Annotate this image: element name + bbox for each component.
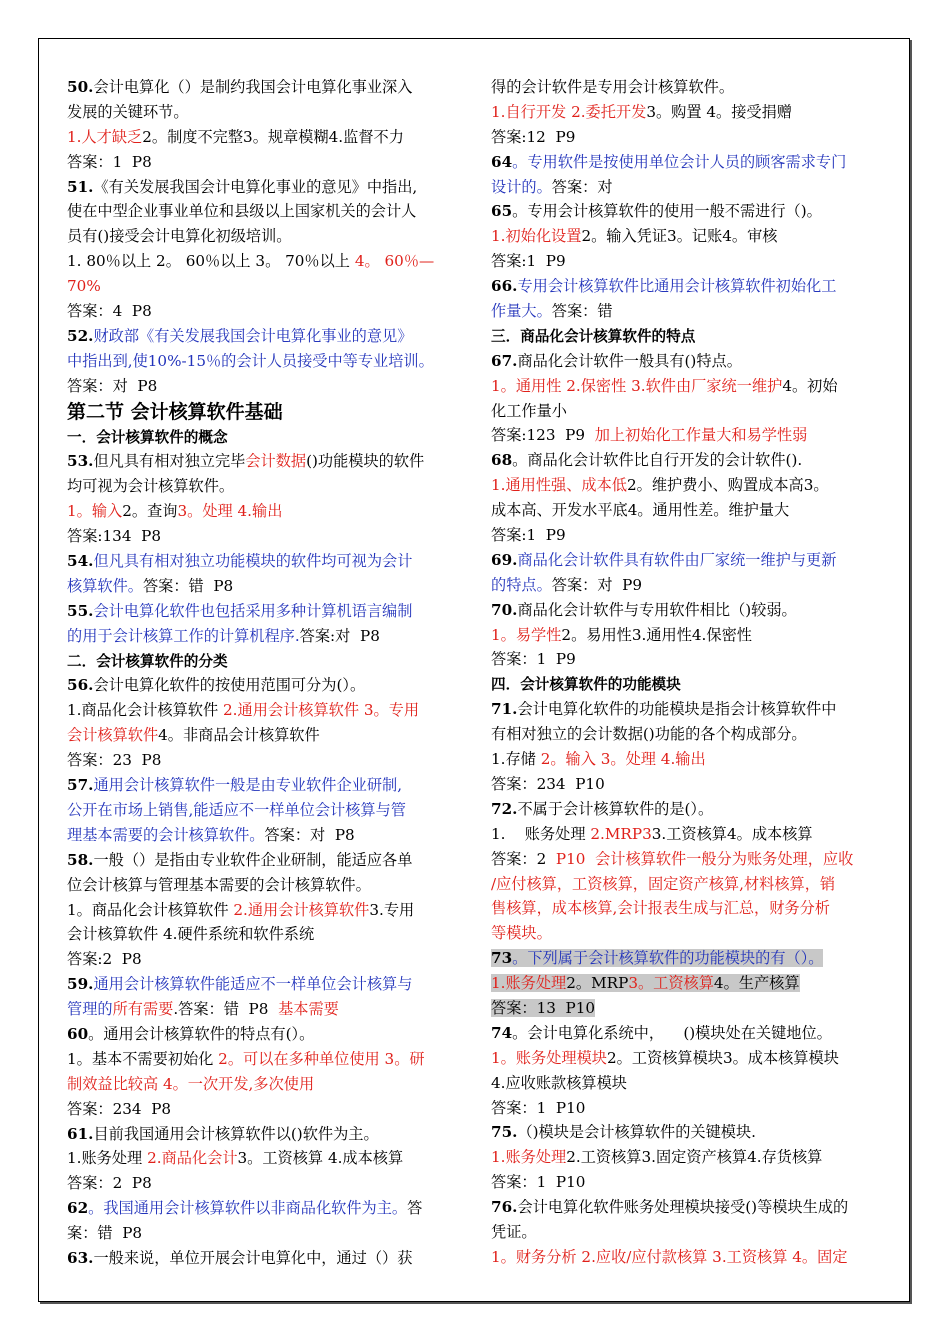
- text-run: 答案：错 P8: [178, 1000, 279, 1019]
- text-run: 中指出到,使10%-15％的会计人员接受中等专业培训。: [67, 351, 434, 370]
- text-run: 2。维护费小、购置成本高3。: [627, 476, 829, 495]
- text-run: 财政部《有关发展我国会计电算化事业的意见》: [93, 326, 413, 345]
- text-run: 答案：1 P9: [491, 650, 576, 669]
- text-run: 但凡具有相对独立完毕: [93, 452, 246, 471]
- text-run: 76.: [491, 1198, 518, 1217]
- text-line: [67, 1171, 461, 1196]
- text-run: 58.: [67, 850, 94, 869]
- text-line: [67, 224, 461, 249]
- text-line: [67, 698, 461, 723]
- text-run: 会计核算软件: [67, 726, 159, 745]
- text-line: [67, 399, 461, 425]
- text-run: 位会计核算与管理基本需要的会计核算软件。: [67, 875, 371, 894]
- text-run: 理基本需要的会计核算软件。: [67, 825, 265, 844]
- text-run: 《有关发展我国会计电算化事业的意见》中指出,: [93, 177, 418, 196]
- text-line: [491, 374, 887, 399]
- text-run: 公开在市场上销售,能适应不一样单位会计核算与管: [67, 800, 406, 819]
- text-run: 4。非商品会计核算软件: [158, 726, 320, 745]
- text-line: [491, 1021, 887, 1046]
- text-run: 3。工资核算 4.成本核算: [237, 1149, 404, 1168]
- text-run: 2。易用性3.通用性4.保密性: [561, 625, 752, 644]
- text-run: 62: [67, 1199, 89, 1218]
- text-run: 答案：对 P9: [551, 575, 643, 594]
- text-run: 专用会计核算软件比通用会计核算软件初始化工: [517, 277, 837, 296]
- text-line: [67, 1221, 461, 1246]
- text-run: 59.: [67, 975, 94, 994]
- text-run: 1。商品化会计核算软件: [67, 900, 229, 919]
- text-line: [491, 224, 887, 249]
- text-line: [491, 697, 887, 722]
- text-run: 售核算，成本核算,会计报表生成与汇总，财务分析: [491, 899, 830, 918]
- text-run: 1。账务处理模块: [491, 1048, 607, 1067]
- text-run: 答案:2 P8: [67, 950, 142, 969]
- text-run: 加上初始化工作量大和易学性弱: [594, 426, 808, 445]
- text-line: [67, 199, 461, 224]
- text-line: [491, 548, 887, 573]
- text-line: [491, 896, 887, 921]
- text-line: [67, 349, 461, 374]
- text-line: [67, 274, 461, 299]
- text-line: [491, 448, 887, 473]
- text-run: 答案：13 P10: [491, 998, 596, 1017]
- text-line: [67, 1246, 461, 1271]
- text-run: 52.: [67, 326, 94, 345]
- text-run: 使在中型企业事业单位和县级以上国家机关的会计人: [67, 202, 417, 221]
- text-run: 1.账务处理: [491, 1148, 567, 1167]
- text-run: 51.: [67, 177, 94, 196]
- text-run: 案：错 P8: [67, 1224, 143, 1243]
- text-run: 70%: [67, 277, 101, 296]
- text-line: [67, 1022, 461, 1047]
- text-run: 答案：错 P8: [142, 576, 234, 595]
- text-run: 2。制度不完整3。规章模糊4.监督不力: [142, 127, 404, 146]
- text-line: [491, 772, 887, 797]
- text-run: 1。输入: [67, 502, 123, 521]
- text-run: 通用会计核算软件一般是由专业软件企业研制,: [93, 776, 403, 795]
- text-run: 核算软件。: [67, 576, 143, 595]
- text-run: 一般来说，单位开展会计电算化中，通过（）获: [93, 1248, 413, 1267]
- text-run: 4。初始: [782, 376, 838, 395]
- text-line: [491, 598, 887, 623]
- text-run: 。专用会计核算软件的使用一般不需进行（)。: [512, 202, 822, 221]
- text-run: 有相对独立的会计数据()功能的各个构成部分。: [491, 725, 807, 744]
- text-line: [491, 921, 887, 946]
- text-line: [67, 673, 461, 698]
- text-run: 的用于会计核算工作的计算机程序.: [67, 626, 300, 645]
- text-line: [67, 425, 461, 450]
- text-line: [67, 898, 461, 923]
- text-line: [491, 249, 887, 274]
- text-run: 二．会计核算软件的分类: [67, 652, 228, 670]
- text-run: 会计电算化软件的按使用范围可分为(）。: [93, 676, 366, 695]
- text-run: 69.: [491, 550, 518, 569]
- text-run: 答案：23 P8: [67, 751, 162, 770]
- text-run: 等模块。: [491, 924, 552, 943]
- text-run: 1.通用性强、成本低: [491, 476, 627, 495]
- text-run: 通用会计核算软件能适应不一样单位会计核算与: [93, 975, 413, 994]
- text-line: [67, 823, 461, 848]
- text-run: 1.存储: [491, 750, 536, 769]
- text-line: [67, 1047, 461, 1072]
- text-line: [491, 199, 887, 224]
- text-line: [67, 1196, 461, 1221]
- text-line: [67, 324, 461, 349]
- text-run: 。我国通用会计核算软件以非商品化软件为主。: [88, 1199, 408, 1218]
- text-run: 。商品化会计软件比自行开发的会计软件().: [512, 451, 803, 470]
- text-line: [491, 473, 887, 498]
- text-run: 答案：对: [551, 177, 613, 196]
- text-run: 作量大。: [491, 302, 552, 321]
- text-run: P10 会计核算软件一般分为账务处理，应收: [555, 849, 854, 868]
- text-run: 1.账务处理: [491, 974, 567, 993]
- text-line: [67, 798, 461, 823]
- text-run: 4。生产核算: [713, 974, 800, 993]
- text-line: [491, 75, 887, 100]
- text-run: 53.: [67, 452, 94, 471]
- text-run: 发展的关键环节。: [67, 102, 189, 121]
- text-line: [491, 747, 887, 772]
- text-line: [491, 1046, 887, 1071]
- text-run: 。通用会计核算软件的特点有(）。: [88, 1024, 315, 1043]
- text-run: /应付核算，工资核算，固定资产核算,材料核算，销: [491, 874, 836, 893]
- right-column: [491, 75, 887, 1270]
- text-run: 3。工资核算: [628, 974, 714, 993]
- document-page: [38, 38, 910, 1302]
- text-run: 商品化会计软件一般具有()特点。: [517, 351, 742, 370]
- text-line: [67, 175, 461, 200]
- text-run: 2.通用会计核算软件 3。专用: [218, 701, 420, 720]
- text-line: [491, 274, 887, 299]
- text-line: [67, 549, 461, 574]
- text-line: [491, 1170, 887, 1195]
- text-line: [491, 623, 887, 648]
- text-run: 答案:1 P9: [491, 252, 566, 271]
- text-run: 1.初始化设置: [491, 227, 582, 246]
- text-line: [67, 574, 461, 599]
- text-line: [67, 474, 461, 499]
- text-line: [67, 947, 461, 972]
- text-run: 65: [491, 202, 513, 221]
- text-run: 54.: [67, 552, 94, 571]
- text-line: [491, 872, 887, 897]
- text-run: 不属于会计核算软件的是(）。: [517, 799, 714, 818]
- text-line: [67, 723, 461, 748]
- text-run: 3。购置 4。接受捐赠: [646, 102, 792, 121]
- text-run: 三．商品化会计核算软件的特点: [491, 327, 696, 345]
- text-line: [491, 1245, 887, 1270]
- text-line: [67, 624, 461, 649]
- text-run: 70.: [491, 600, 518, 619]
- text-run: 会计核算软件 4.硬件系统和软件系统: [67, 925, 315, 944]
- text-line: [67, 848, 461, 873]
- text-run: 商品化会计软件与专用软件相比（)较弱。: [517, 600, 797, 619]
- text-run: 3。处理 4.输出: [177, 502, 283, 521]
- text-run: 3.专用: [369, 900, 415, 919]
- text-run: 答: [407, 1199, 423, 1218]
- text-run: 2。查询: [122, 502, 178, 521]
- text-line: [67, 75, 461, 100]
- text-run: 的特点。: [491, 575, 552, 594]
- text-line: [67, 649, 461, 674]
- text-run: 会计电算化软件账务处理模块接受()等模块生成的: [517, 1198, 849, 1217]
- text-run: 2。输入 3。处理 4.输出: [535, 750, 706, 769]
- text-line: [67, 125, 461, 150]
- text-line: [67, 773, 461, 798]
- text-line: [491, 672, 887, 697]
- text-line: [491, 150, 887, 175]
- text-line: [491, 324, 887, 349]
- text-run: 2。输入凭证3。记账4。审核: [581, 227, 778, 246]
- text-run: 67.: [491, 351, 518, 370]
- text-run: 2.MRP3: [585, 824, 652, 843]
- text-line: [491, 1145, 887, 1170]
- text-run: 2。MRP: [566, 974, 629, 993]
- text-run: 答案：234 P10: [491, 774, 605, 793]
- text-run: .: [173, 1000, 179, 1019]
- text-line: [67, 374, 461, 399]
- text-line: [67, 1146, 461, 1171]
- text-run: 1.账务处理: [67, 1149, 143, 1168]
- text-line: [491, 722, 887, 747]
- text-line: [491, 1096, 887, 1121]
- text-run: 四．会计核算软件的功能模块: [491, 676, 681, 694]
- text-run: 2.通用会计核算软件: [228, 900, 370, 919]
- text-run: 2.工资核算3.固定资产核算4.存货核算: [566, 1148, 823, 1167]
- text-line: [67, 1097, 461, 1122]
- text-run: 60: [67, 1024, 89, 1043]
- text-line: [491, 1120, 887, 1145]
- text-run: 答案：对 P8: [67, 376, 158, 395]
- text-run: 基本需要: [278, 1000, 339, 1019]
- text-run: 答案：1 P8: [67, 152, 152, 171]
- text-run: 但凡具有相对独立功能模块的软件均可视为会计: [93, 552, 413, 571]
- text-run: 74: [491, 1023, 513, 1042]
- text-run: 设计的。: [491, 177, 552, 196]
- text-line: [67, 873, 461, 898]
- text-run: 1。基本不需要初始化: [67, 1049, 214, 1068]
- text-line: [491, 100, 887, 125]
- text-run: 答案：2: [491, 849, 556, 868]
- text-run: 61.: [67, 1124, 94, 1143]
- text-run: 1.自行开发 2.委托开发: [491, 102, 647, 121]
- text-line: [491, 822, 887, 847]
- text-line: [67, 922, 461, 947]
- text-line: [491, 523, 887, 548]
- text-run: 均可视为会计核算软件。: [67, 477, 235, 496]
- text-run: 56.: [67, 676, 94, 695]
- text-run: 答案:123 P9: [491, 426, 595, 445]
- text-run: 1.商品化会计核算软件: [67, 701, 219, 720]
- text-run: 员有()接受会计电算化初级培训。: [67, 227, 292, 246]
- text-run: 答案:12 P9: [491, 127, 576, 146]
- text-run: 72.: [491, 799, 518, 818]
- text-run: 答案：对 P8: [264, 825, 355, 844]
- text-line: [67, 299, 461, 324]
- text-run: 3.工资核算4。成本核算: [651, 824, 813, 843]
- text-run: 1。财务分析 2.应收/应付款核算 3.工资核算 4。固定: [491, 1247, 848, 1266]
- text-run: 1. 账务处理: [491, 824, 586, 843]
- text-line: [67, 150, 461, 175]
- text-run: 。专用软件是按使用单位会计人员的顾客需求专门: [512, 152, 847, 171]
- text-line: [67, 1122, 461, 1147]
- text-run: 。会计电算化系统中， ()模块处在关键地位。: [512, 1023, 832, 1042]
- text-line: [491, 1071, 887, 1096]
- text-run: 目前我国通用会计核算软件以()软件为主。: [93, 1124, 379, 1143]
- text-run: 1.人才缺乏: [67, 127, 143, 146]
- text-run: 会计电算化（）是制约我国会计电算化事业深入: [93, 78, 413, 96]
- text-run: 化工作量小: [491, 401, 567, 420]
- text-run: 一．会计核算软件的概念: [67, 428, 228, 446]
- text-line: [491, 125, 887, 150]
- text-line: [491, 573, 887, 598]
- text-line: [491, 175, 887, 200]
- text-line: [491, 996, 887, 1021]
- text-run: 。下列属于会计核算软件的功能模块的有（）。: [512, 949, 824, 968]
- text-run: 商品化会计软件具有软件由厂家统一维护与更新: [517, 550, 837, 569]
- text-run: 答案:134 P8: [67, 527, 162, 546]
- text-run: 1。易学性: [491, 625, 562, 644]
- text-run: 63.: [67, 1248, 94, 1267]
- text-line: [67, 997, 461, 1022]
- text-run: 制效益比较高 4。一次开发,多次使用: [67, 1074, 315, 1093]
- text-line: [491, 1195, 887, 1220]
- text-line: [491, 647, 887, 672]
- text-run: 75.: [491, 1123, 518, 1142]
- text-line: [67, 249, 461, 274]
- text-run: 答案：错: [551, 302, 613, 321]
- text-run: 答案：1 P10: [491, 1098, 586, 1117]
- text-line: [491, 423, 887, 448]
- text-run: 2。工资核算模块3。成本核算模块: [606, 1048, 839, 1067]
- text-line: [67, 499, 461, 524]
- text-run: 答案：234 P8: [67, 1099, 172, 1118]
- text-line: [491, 946, 887, 971]
- text-run: 答案:1 P9: [491, 526, 566, 545]
- text-line: [67, 972, 461, 997]
- text-run: 所有需要: [112, 1000, 174, 1019]
- text-line: [491, 349, 887, 374]
- text-run: 57.: [67, 776, 94, 795]
- text-run: 第二节 会计核算软件基础: [67, 400, 283, 423]
- text-line: [491, 299, 887, 324]
- text-line: [67, 449, 461, 474]
- left-column: [67, 75, 461, 1271]
- text-run: 2。可以在多种单位使用 3。研: [213, 1049, 425, 1068]
- text-run: 64: [491, 152, 513, 171]
- text-line: [491, 498, 887, 523]
- text-run: 55.: [67, 601, 94, 620]
- text-run: 68: [491, 451, 513, 470]
- text-run: 答案：1 P10: [491, 1173, 586, 1192]
- text-line: [491, 797, 887, 822]
- text-run: 73: [491, 949, 513, 968]
- text-run: 会计电算化软件的功能模块是指会计核算软件中: [517, 700, 837, 719]
- text-line: [67, 748, 461, 773]
- text-run: 一般（）是指由专业软件企业研制，能适应各单: [93, 850, 413, 869]
- text-run: 1。通用性 2.保密性 3.软件由厂家统一维护: [491, 376, 783, 395]
- text-line: [67, 599, 461, 624]
- text-run: 50.: [67, 78, 94, 96]
- text-line: [491, 399, 887, 424]
- text-line: [67, 524, 461, 549]
- text-line: [67, 100, 461, 125]
- text-run: 4.应收账款核算模块: [491, 1073, 627, 1092]
- text-run: 66.: [491, 277, 518, 296]
- text-run: 会计数据: [245, 452, 307, 471]
- text-run: 答案：4 P8: [67, 302, 152, 321]
- text-run: 得的会计软件是专用会计核算软件。: [491, 78, 734, 96]
- text-run: 71.: [491, 700, 518, 719]
- text-run: 4。 60％—: [350, 252, 435, 271]
- text-run: 1. 80％以上 2。 60％以上 3。 70％以上: [67, 252, 350, 271]
- text-run: 成本高、开发水平底4。通用性差。维护量大: [491, 501, 790, 520]
- text-run: ()功能模块的软件: [306, 452, 425, 471]
- text-run: 答案：2 P8: [67, 1174, 152, 1193]
- text-run: （)模块是会计核算软件的关键模块.: [517, 1123, 757, 1142]
- text-run: 管理的: [67, 1000, 113, 1019]
- text-line: [491, 1220, 887, 1245]
- text-line: [67, 1072, 461, 1097]
- text-run: 会计电算化软件也包括采用多种计算机语言编制: [93, 601, 413, 620]
- text-run: 凭证。: [491, 1222, 537, 1241]
- text-line: [491, 971, 887, 996]
- text-run: 2.商品化会计: [142, 1149, 238, 1168]
- text-line: [491, 847, 887, 872]
- text-run: 答案:对 P8: [299, 626, 380, 645]
